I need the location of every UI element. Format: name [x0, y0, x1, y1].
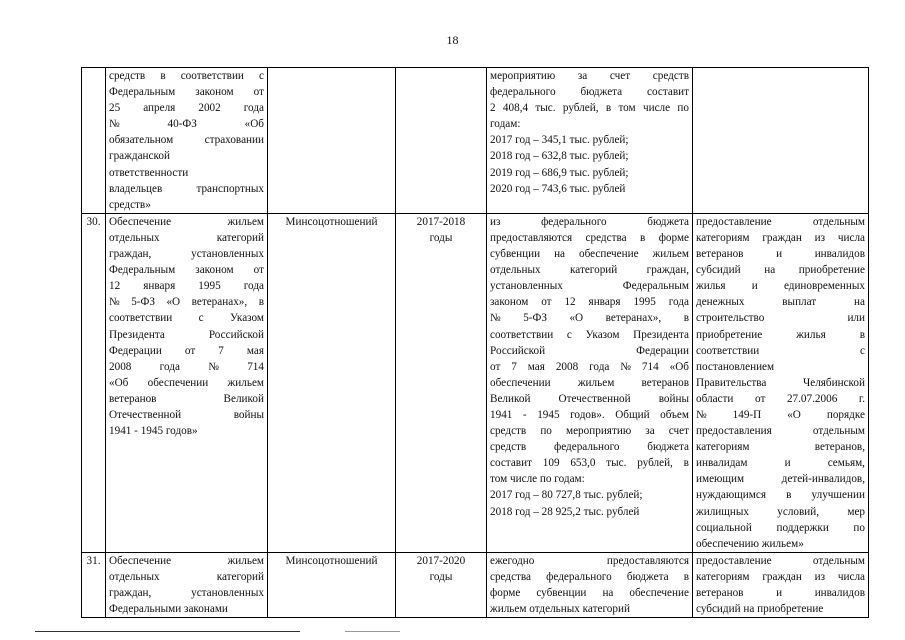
text-line: Федерации от 7 мая: [109, 344, 264, 357]
text-line: отдельных категорий: [109, 231, 264, 244]
text-line: постановлением: [696, 360, 775, 373]
text-line: средства федерального бюджета в: [490, 570, 689, 583]
text-line: предоставление отдельным: [696, 554, 865, 567]
text-line: № 149-П «О порядке: [696, 408, 865, 421]
text-line: федерального бюджета составит: [490, 86, 689, 99]
text-line: предоставляются средства в форме: [490, 231, 689, 244]
text-line: предоставление отдельным: [696, 215, 865, 228]
text-line: от 7 мая 2008 года № 714 «Об: [490, 360, 689, 373]
text-line: имеющим детей-инвалидов,: [696, 473, 865, 486]
text-line: 2018 год – 632,8 тыс. рублей;: [490, 150, 629, 163]
text-line: инвалидам и семьям,: [696, 457, 865, 470]
text-line: ветеранов Великой: [109, 392, 264, 405]
text-line: строительство или: [696, 312, 865, 325]
text-line: 2017 год – 80 727,8 тыс. рублей;: [490, 489, 643, 502]
table-row: [82, 213, 869, 552]
text-line: 2020 год – 743,6 тыс. рублей: [490, 182, 626, 195]
text-line: субсидий на приобретение: [696, 603, 824, 616]
text-line: № 5-ФЗ «О ветеранах», в: [109, 296, 264, 309]
text-line: Великой Отечественной войны: [490, 392, 689, 405]
text-line: 2 408,4 тыс. рублей, в том числе по: [490, 102, 689, 115]
text-line: 2017-2020: [416, 554, 466, 567]
text-line: мероприятию за счет средств: [490, 70, 689, 82]
measure-name-cell: [106, 552, 268, 617]
text-line: Федеральными законами: [109, 603, 228, 616]
text-line: субсидий на приобретение: [696, 264, 865, 277]
result-cell: [693, 552, 869, 617]
text-line: Обеспечение жильем: [109, 215, 264, 228]
text-line: 12 января 1995 года: [109, 280, 264, 293]
text-line: Отечественной войны: [109, 408, 264, 421]
text-line: Федеральным законом от: [109, 264, 264, 277]
text-line: соответствии с Указом Президента: [490, 328, 689, 341]
text-line: соответствии с Указом: [109, 312, 264, 325]
text-line: 25 апреля 2002 года: [109, 102, 264, 115]
text-line: Президента Российской: [109, 328, 264, 341]
text-line: отдельных категорий граждан,: [490, 264, 689, 277]
text-line: 1941 - 1945 годов». Общий объем: [490, 408, 689, 421]
text-line: предоставления отдельным: [696, 425, 865, 438]
text-line: ветеранов и инвалидов: [696, 587, 865, 599]
text-line: соответствии с: [696, 344, 865, 357]
footer-mark: [345, 631, 400, 632]
text-line: категориям ветеранов,: [696, 441, 865, 454]
text-line: годы: [429, 570, 453, 583]
text-line: № 5-ФЗ «О ветеранах», в: [490, 312, 689, 325]
table-row: [82, 552, 869, 617]
executor-cell: [268, 68, 396, 214]
text-line: Российской Федерации: [490, 344, 689, 357]
text-line: ежегодно предоставляются: [490, 554, 689, 567]
text-line: граждан, установленных: [109, 248, 264, 261]
executor-cell: Минсоцотношений: [268, 213, 396, 552]
period-cell: [396, 552, 487, 617]
measure-name-cell: [106, 68, 268, 214]
text-line: области от 27.07.2006 г.: [696, 392, 865, 405]
text-line: «Об обеспечении жильем: [109, 376, 264, 389]
text-line: социальной поддержки по: [696, 521, 865, 534]
text-line: граждан, установленных: [109, 587, 264, 599]
text-line: денежных выплат на: [696, 296, 865, 309]
text-line: средств федерального бюджета: [490, 441, 689, 454]
period-cell: [396, 68, 487, 214]
text-line: законом от 12 января 1995 года: [490, 296, 689, 309]
text-line: гражданской: [109, 150, 170, 163]
text-line: Обеспечение жильем: [109, 554, 264, 567]
measures-table: [81, 67, 869, 618]
result-cell: [693, 213, 869, 552]
table-row: [82, 68, 869, 214]
text-line: 2017 год – 345,1 тыс. рублей;: [490, 134, 629, 147]
text-line: 2018 год – 28 925,2 тыс. рублей: [490, 505, 640, 518]
measure-name-cell: [106, 213, 268, 552]
text-line: ответственности: [109, 166, 189, 179]
text-line: 2008 года № 714: [109, 360, 264, 373]
row-number: 31.: [82, 552, 106, 617]
text-line: годы: [429, 231, 453, 244]
text-line: ветеранов и инвалидов: [696, 248, 865, 261]
text-line: Правительства Челябинской: [696, 376, 865, 389]
text-line: форме субвенции на обеспечение: [490, 587, 689, 599]
period-cell: [396, 213, 487, 552]
page-number: 18: [446, 33, 459, 47]
text-line: субвенции на обеспечение жильем: [490, 248, 689, 261]
text-line: № 40-ФЗ «Об: [109, 118, 264, 131]
row-number: [82, 68, 106, 214]
financing-cell: [487, 213, 693, 552]
text-line: Федеральным законом от: [109, 86, 264, 99]
text-line: обязательном страховании: [109, 134, 264, 147]
executor-cell: Минсоцотношений: [268, 552, 396, 617]
text-line: владельцев транспортных: [109, 182, 264, 195]
text-line: 2019 год – 686,9 тыс. рублей;: [490, 166, 629, 179]
financing-cell: [487, 552, 693, 617]
text-line: средств по мероприятию за счет: [490, 425, 689, 438]
text-line: категориям граждан из числа: [696, 570, 865, 583]
text-line: приобретение жилья в: [696, 328, 865, 341]
result-cell: [693, 68, 869, 214]
text-line: жилья и единовременных: [696, 280, 865, 293]
text-line: том числе по годам:: [490, 473, 585, 486]
text-line: нуждающимся в улучшении: [696, 489, 865, 502]
text-line: годам:: [490, 118, 521, 131]
text-line: средств»: [109, 198, 151, 211]
text-line: 2017-2018: [416, 215, 466, 228]
text-line: из федерального бюджета: [490, 215, 689, 228]
text-line: обеспечению жильем»: [696, 537, 804, 550]
footer-rule: [35, 631, 300, 632]
text-line: составит 109 653,0 тыс. рублей, в: [490, 457, 689, 470]
text-line: установленных Федеральным: [490, 280, 689, 293]
text-line: отдельных категорий: [109, 570, 264, 583]
text-line: средств в соответствии с: [109, 70, 264, 82]
text-line: обеспечении жильем ветеранов: [490, 376, 689, 389]
row-number: 30.: [82, 213, 106, 552]
financing-cell: [487, 68, 693, 214]
text-line: жильем отдельных категорий: [490, 603, 630, 616]
text-line: жилищных условий, мер: [696, 505, 865, 518]
text-line: категориям граждан из числа: [696, 231, 865, 244]
text-line: 1941 - 1945 годов»: [109, 425, 198, 438]
